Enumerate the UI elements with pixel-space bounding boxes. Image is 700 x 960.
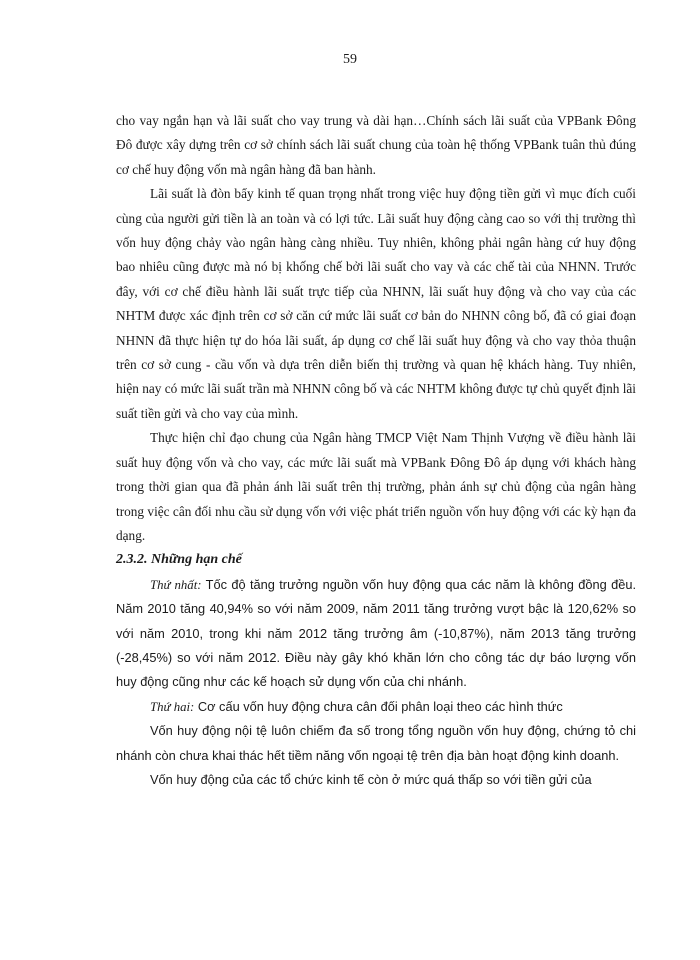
paragraph-interest-policy: cho vay ngắn hạn và lãi suất cho vay trung và dài hạn…Chính sách lãi suất của VPBank Đông Đô được xây dựng trên cơ sở chính sách lãi suất chung của toàn hệ thống VPBank tuân thủ đúng cơ chế huy động vốn mà ngân hàng đã ban hành. — [116, 113, 636, 177]
limitation-second-lead: Thứ hai: — [150, 699, 195, 714]
paragraph-interest-leverage: Lãi suất là đòn bẩy kinh tế quan trọng nhất trong việc huy động tiền gửi vì mục đích cuối cùng của người gửi tiền là an toàn và có lợi tức. Lãi suất huy động càng cao so với thị trường thì vốn huy động chảy vào ngân hàng càng nhiều. Tuy nhiên, không phải ngân hàng cứ huy động bao nhiêu cũng được mà nó bị khống chế bởi lãi suất cho vay và các chế tài của NHNN. Trước đây, với cơ chế điều hành lãi suất trực tiếp của NHNN, lãi suất huy động và cho vay của các NHTM được xác định trên cơ sở căn cứ mức lãi suất cơ bản do NHNN công bố, đã có giai đoạn NHNN đã thực hiện tự do hóa lãi suất, áp dụng cơ chế lãi suất huy động và cho vay thỏa thuận trên cơ sở cung - cầu vốn và dựa trên diễn biến thị trường và quan hệ khách hàng. Tuy nhiên, hiện nay có mức lãi suất trần mà NHNN công bố và các NHTM không được tự chủ quyết định lãi suất tiền gửi và cho vay của mình. — [116, 186, 636, 421]
limitation-first-text: Tốc độ tăng trưởng nguồn vốn huy động qua các năm là không đồng đều. Năm 2010 tăng 40,94% so với năm 2009, năm 2011 tăng trưởng vượt bậc là 120,62% so với năm 2010, trong khi năm 2012 tăng trưởng âm (-10,87%), năm 2013 tăng trưởng (-28,45%) so với năm 2012. Điều này gây khó khăn lớn cho công tác dự báo lượng vốn huy động cũng như các kế hoạch sử dụng vốn của chi nhánh. — [116, 576, 636, 690]
page-content — [116, 109, 636, 792]
limitation-first — [116, 573, 636, 695]
paragraph-domestic-currency: Vốn huy động nội tệ luôn chiếm đa số trong tổng nguồn vốn huy động, chứng tỏ chi nhánh còn chưa khai thác hết tiềm năng vốn ngoại tệ trên địa bàn hoạt động kinh doanh. — [116, 723, 636, 763]
paragraph-economic-orgs: Vốn huy động của các tổ chức kinh tế còn ở mức quá thấp so với tiền gửi của — [150, 771, 592, 787]
section-heading: 2.3.2. Những hạn chế — [116, 552, 242, 568]
page-number: 59 — [343, 52, 357, 67]
limitation-first-lead: Thứ nhất: — [150, 577, 202, 592]
limitation-second — [116, 695, 636, 719]
limitation-second-text: Cơ cấu vốn huy động chưa cân đối phân loại theo các hình thức — [194, 698, 563, 714]
paragraph-vpbank-implementation: Thực hiện chỉ đạo chung của Ngân hàng TMCP Việt Nam Thịnh Vượng về điều hành lãi suất huy động vốn và cho vay, các mức lãi suất mà VPBank Đông Đô áp dụng với khách hàng trong thời gian qua đã phản ánh lãi suất trên thị trường, phản ánh sự chủ động của ngân hàng trong việc cân đối nhu cầu sử dụng vốn với việc phát triển nguồn vốn huy động với các kỳ hạn đa dạng. — [116, 430, 636, 543]
